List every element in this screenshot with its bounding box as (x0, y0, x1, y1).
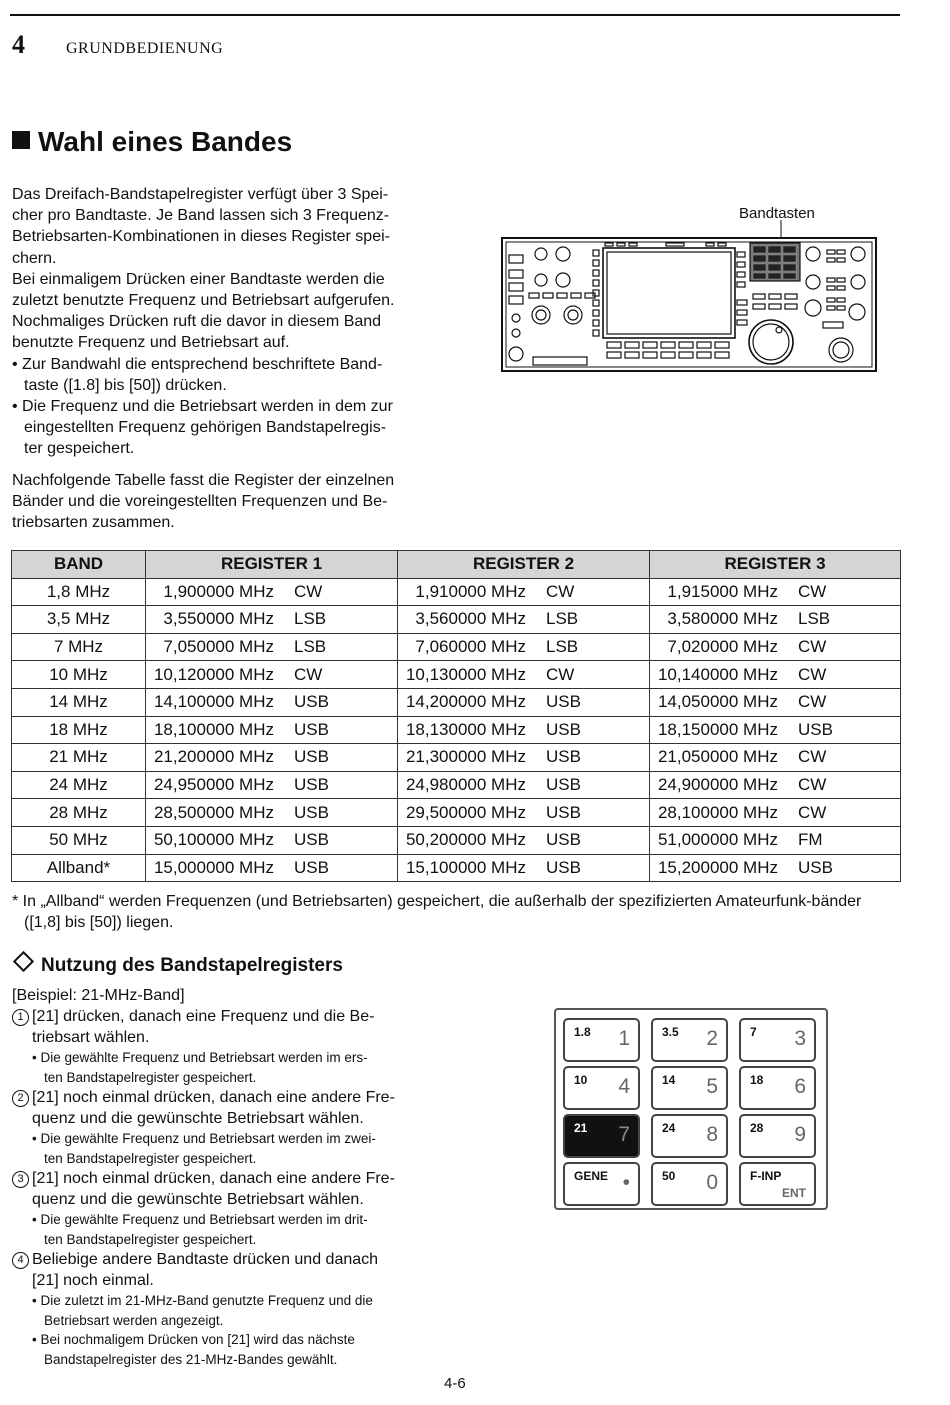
key-number: 9 (794, 1123, 806, 1146)
key-number: ENT (782, 1186, 806, 1200)
mode-value: CW (798, 802, 827, 822)
step-text-line: Beliebige andere Bandtaste drücken und danach (32, 1251, 379, 1268)
mode-value: CW (798, 637, 827, 657)
register-3-cell (650, 688, 901, 716)
frequency-value: 18,100000 MHz (153, 719, 274, 739)
table-row (12, 716, 901, 744)
frequency-value: 24,900000 MHz (657, 775, 778, 795)
column-header-register-3: REGISTER 3 (650, 551, 901, 579)
mode-value: CW (798, 775, 827, 795)
key-label: 3.5 (662, 1025, 679, 1039)
intro-paragraph-2 (12, 269, 434, 354)
mode-value: LSB (294, 637, 327, 657)
frequency-value: 10,130000 MHz (405, 664, 526, 684)
mode-value: CW (798, 664, 827, 684)
frequency-value: 3,550000 MHz (163, 609, 274, 629)
key-label: 10 (574, 1073, 588, 1087)
key-number: 0 (706, 1171, 718, 1194)
register-1-cell (146, 799, 398, 827)
text-line: benutzte Frequenz und Betriebsart auf. (12, 334, 290, 352)
step-item (12, 1168, 436, 1210)
register-2-cell (398, 716, 650, 744)
transceiver-front-panel-illustration (501, 220, 877, 372)
text-line: taste ([1.8] bis [50]) drücken. (24, 376, 227, 394)
register-2-cell (398, 606, 650, 634)
key-label: F-INP (750, 1169, 782, 1183)
key-number: 1 (618, 1027, 630, 1050)
register-1-cell (146, 771, 398, 799)
footnote-text: * In „Allband“ werden Frequenzen (und Betriebsarten) gespeichert, die außerhalb der spezifizierten Amateurfunk-bänder ([1,8] bis [50]) liegen. (12, 893, 862, 931)
register-3-cell (650, 716, 901, 744)
frequency-value: 3,580000 MHz (667, 609, 778, 629)
band-key-28 (739, 1114, 816, 1158)
mode-value: USB (294, 857, 329, 877)
register-1-cell (146, 633, 398, 661)
frequency-value: 24,980000 MHz (405, 775, 526, 795)
mode-value: CW (798, 692, 827, 712)
register-2-cell (398, 661, 650, 689)
band-cell: 3,5 MHz (12, 606, 146, 634)
mode-value: USB (546, 692, 581, 712)
step-text-line: quenz und die gewünschte Betriebsart wählen. (32, 1110, 364, 1127)
band-cell: 28 MHz (12, 799, 146, 827)
mode-value: CW (546, 581, 575, 601)
text-line: triebsarten zusammen. (12, 514, 175, 532)
frequency-value: 7,020000 MHz (667, 637, 778, 657)
table-row (12, 771, 901, 799)
table-row (12, 578, 901, 606)
step-note (12, 1129, 436, 1168)
mode-value: USB (546, 802, 581, 822)
frequency-value: 21,050000 MHz (657, 747, 778, 767)
table-header-row (12, 551, 901, 579)
frequency-value: 1,910000 MHz (415, 581, 526, 601)
mode-value: USB (294, 830, 329, 850)
mode-value: USB (546, 775, 581, 795)
table-body (12, 578, 901, 882)
step-note-line: • Die gewählte Frequenz und Betriebsart werden im drit- (32, 1212, 368, 1227)
step-text-line: [21] noch einmal drücken, danach eine andere Fre- (32, 1089, 395, 1106)
step-item (12, 1006, 436, 1048)
frequency-value: 3,560000 MHz (415, 609, 526, 629)
step-note-line: Bandstapelregister des 21-MHz-Bandes gewählt. (44, 1351, 338, 1367)
band-cell: 24 MHz (12, 771, 146, 799)
band-key-gene (563, 1162, 640, 1206)
intro-paragraph-3 (12, 470, 434, 534)
text-line: eingestellten Frequenz gehörigen Bandstapelregis- (24, 419, 387, 437)
register-2-cell (398, 799, 650, 827)
frequency-value: 21,200000 MHz (153, 747, 274, 767)
band-key-10 (563, 1066, 640, 1110)
frequency-value: 50,200000 MHz (405, 830, 526, 850)
band-key-21 (563, 1114, 640, 1158)
key-label: 21 (574, 1121, 588, 1135)
register-1-cell (146, 854, 398, 882)
step-text-line: [21] noch einmal drücken, danach eine andere Fre- (32, 1170, 395, 1187)
step-list (12, 1006, 436, 1369)
band-cell: 1,8 MHz (12, 578, 146, 606)
register-3-cell (650, 606, 901, 634)
register-2-cell (398, 854, 650, 882)
text-line: chern. (12, 249, 57, 267)
register-3-cell (650, 661, 901, 689)
step-note-line: ten Bandstapelregister gespeichert. (44, 1150, 257, 1166)
mode-value: FM (798, 830, 823, 850)
step-note-line: • Die gewählte Frequenz und Betriebsart werden im ers- (32, 1050, 368, 1065)
procedure-steps (12, 985, 436, 1369)
register-3-cell (650, 854, 901, 882)
figure-label: Bandtasten (739, 205, 815, 222)
step-note (12, 1330, 436, 1369)
key-number: 7 (618, 1123, 630, 1146)
step-item (12, 1087, 436, 1129)
band-cell: 21 MHz (12, 744, 146, 772)
text-line: Betriebsarten-Kombinationen in dieses Register spei- (12, 228, 390, 246)
mode-value: CW (546, 664, 575, 684)
mode-value: CW (798, 747, 827, 767)
text-line: ter gespeichert. (24, 440, 135, 458)
mode-value: USB (294, 775, 329, 795)
register-1-cell (146, 688, 398, 716)
register-1-cell (146, 578, 398, 606)
register-2-cell (398, 578, 650, 606)
band-key-24 (651, 1114, 728, 1158)
frequency-value: 28,500000 MHz (153, 802, 274, 822)
key-number: 6 (794, 1075, 806, 1098)
key-label: 14 (662, 1073, 676, 1087)
register-1-cell (146, 606, 398, 634)
step-note-line: • Die gewählte Frequenz und Betriebsart werden im zwei- (32, 1131, 376, 1146)
step-note-line: • Die zuletzt im 21-MHz-Band genutzte Frequenz und die (32, 1293, 373, 1308)
band-key-1-8 (563, 1018, 640, 1062)
mode-value: USB (546, 830, 581, 850)
text-line: Nochmaliges Drücken ruft die davor in diesem Band (12, 313, 382, 331)
register-3-cell (650, 799, 901, 827)
table-row (12, 854, 901, 882)
mode-value: USB (546, 747, 581, 767)
text-line: Bei einmaligem Drücken einer Bandtaste werden die (12, 270, 385, 288)
frequency-value: 29,500000 MHz (405, 802, 526, 822)
step-text-line: [21] drücken, danach eine Frequenz und die Be- (32, 1008, 375, 1025)
frequency-value: 10,140000 MHz (657, 664, 778, 684)
column-header-register-2: REGISTER 2 (398, 551, 650, 579)
key-number: 2 (706, 1027, 718, 1050)
frequency-value: 10,120000 MHz (153, 664, 274, 684)
intro-paragraph-1 (12, 184, 434, 269)
column-header-band: BAND (12, 551, 146, 579)
frequency-value: 18,130000 MHz (405, 719, 526, 739)
mode-value: USB (546, 857, 581, 877)
step-note (12, 1291, 436, 1330)
section-title (12, 126, 292, 158)
step-note-line: ten Bandstapelregister gespeichert. (44, 1069, 257, 1085)
band-cell: 50 MHz (12, 826, 146, 854)
table-row (12, 661, 901, 689)
step-text-line: triebsart wählen. (32, 1029, 150, 1046)
intro-bullet (12, 396, 434, 460)
table-row (12, 799, 901, 827)
step-item (12, 1249, 436, 1291)
table-row (12, 633, 901, 661)
band-cell: 14 MHz (12, 688, 146, 716)
square-bullet-icon (12, 131, 30, 149)
register-3-cell (650, 578, 901, 606)
key-label: 24 (662, 1121, 676, 1135)
step-text-line: [21] noch einmal. (32, 1272, 154, 1289)
footnote (12, 891, 902, 933)
key-label: GENE (574, 1169, 609, 1183)
frequency-value: 14,200000 MHz (405, 692, 526, 712)
frequency-value: 14,050000 MHz (657, 692, 778, 712)
text-line: Das Dreifach-Bandstapelregister verfügt über 3 Spei- (12, 186, 389, 203)
frequency-value: 14,100000 MHz (153, 692, 274, 712)
intro-bullet (12, 354, 434, 396)
register-2-cell (398, 826, 650, 854)
step-number: 3 (12, 1171, 29, 1188)
register-1-cell (146, 716, 398, 744)
mode-value: CW (294, 581, 323, 601)
register-3-cell (650, 771, 901, 799)
frequency-value: 15,100000 MHz (405, 857, 526, 877)
key-number: 8 (706, 1123, 718, 1146)
table-row (12, 826, 901, 854)
register-1-cell (146, 661, 398, 689)
register-2-cell (398, 771, 650, 799)
band-key-3-5 (651, 1018, 728, 1062)
frequency-value: 28,100000 MHz (657, 802, 778, 822)
key-label: 50 (662, 1169, 676, 1183)
column-header-register-1: REGISTER 1 (146, 551, 398, 579)
register-3-cell (650, 633, 901, 661)
section-title-text: Wahl eines Bandes (38, 126, 293, 157)
page-number: 4-6 (444, 1375, 466, 1392)
subsection-title-text: Nutzung des Bandstapelregisters (41, 955, 343, 976)
diamond-bullet-icon (13, 951, 34, 972)
register-1-cell (146, 744, 398, 772)
table-row (12, 744, 901, 772)
key-label: 28 (750, 1121, 764, 1135)
band-cell: 7 MHz (12, 633, 146, 661)
band-register-table (11, 550, 901, 882)
mode-value: LSB (798, 609, 831, 629)
frequency-value: 15,200000 MHz (657, 857, 778, 877)
register-3-cell (650, 744, 901, 772)
register-1-cell (146, 826, 398, 854)
frequency-value: 15,000000 MHz (153, 857, 274, 877)
step-note (12, 1210, 436, 1249)
mode-value: CW (798, 581, 827, 601)
key-label: 18 (750, 1073, 764, 1087)
header-rule (10, 14, 900, 16)
key-number: 3 (794, 1027, 806, 1050)
key-number: 4 (618, 1075, 630, 1098)
band-key-f-inp (739, 1162, 816, 1206)
step-number: 4 (12, 1252, 29, 1269)
frequency-value: 24,950000 MHz (153, 775, 274, 795)
table-row (12, 606, 901, 634)
text-line: Bänder und die voreingestellten Frequenzen und Be- (12, 492, 388, 510)
frequency-value: 18,150000 MHz (657, 719, 778, 739)
band-key-50 (651, 1162, 728, 1206)
band-cell: 18 MHz (12, 716, 146, 744)
subsection-title (12, 954, 343, 977)
frequency-value: 1,915000 MHz (667, 581, 778, 601)
mode-value: USB (294, 692, 329, 712)
text-line: zuletzt benutzte Frequenz und Betriebsart aufgerufen. (12, 292, 395, 310)
register-2-cell (398, 633, 650, 661)
band-keypad-illustration (554, 1008, 828, 1210)
band-cell: Allband* (12, 854, 146, 882)
chapter-number: 4 (12, 30, 25, 59)
example-label: [Beispiel: 21-MHz-Band] (12, 987, 185, 1004)
register-2-cell (398, 688, 650, 716)
step-note-line: ten Bandstapelregister gespeichert. (44, 1231, 257, 1247)
text-line: • Die Frequenz und die Betriebsart werden in dem zur (12, 398, 393, 416)
step-note-line: • Bei nochmaligem Drücken von [21] wird das nächste (32, 1332, 355, 1347)
mode-value: USB (294, 802, 329, 822)
frequency-value: 7,060000 MHz (415, 637, 526, 657)
mode-value: LSB (294, 609, 327, 629)
key-label: 7 (750, 1025, 757, 1039)
step-text-line: quenz und die gewünschte Betriebsart wählen. (32, 1191, 364, 1208)
chapter-title: GRUNDBEDIENUNG (66, 40, 224, 57)
step-note-line: Betriebsart werden angezeigt. (44, 1312, 224, 1328)
register-2-cell (398, 744, 650, 772)
key-number: 5 (706, 1075, 718, 1098)
frequency-value: 50,100000 MHz (153, 830, 274, 850)
frequency-value: 1,900000 MHz (163, 581, 274, 601)
key-number: • (622, 1171, 630, 1194)
text-line: Nachfolgende Tabelle fasst die Register der einzelnen (12, 471, 395, 489)
band-cell: 10 MHz (12, 661, 146, 689)
mode-value: USB (294, 719, 329, 739)
intro-text (12, 184, 434, 533)
mode-value: LSB (546, 637, 579, 657)
mode-value: USB (546, 719, 581, 739)
mode-value: LSB (546, 609, 579, 629)
step-note (12, 1048, 436, 1087)
register-3-cell (650, 826, 901, 854)
mode-value: USB (798, 857, 833, 877)
mode-value: USB (798, 719, 833, 739)
frequency-value: 21,300000 MHz (405, 747, 526, 767)
key-label: 1.8 (574, 1025, 591, 1039)
text-line: • Zur Bandwahl die entsprechend beschriftete Band- (12, 355, 383, 373)
frequency-value: 7,050000 MHz (163, 637, 274, 657)
band-key-14 (651, 1066, 728, 1110)
band-key-18 (739, 1066, 816, 1110)
text-line: cher pro Bandtaste. Je Band lassen sich 3 Frequenz- (12, 207, 390, 225)
frequency-value: 51,000000 MHz (657, 830, 778, 850)
mode-value: USB (294, 747, 329, 767)
mode-value: CW (294, 664, 323, 684)
band-key-7 (739, 1018, 816, 1062)
step-number: 1 (12, 1009, 29, 1026)
step-number: 2 (12, 1090, 29, 1107)
table-row (12, 688, 901, 716)
